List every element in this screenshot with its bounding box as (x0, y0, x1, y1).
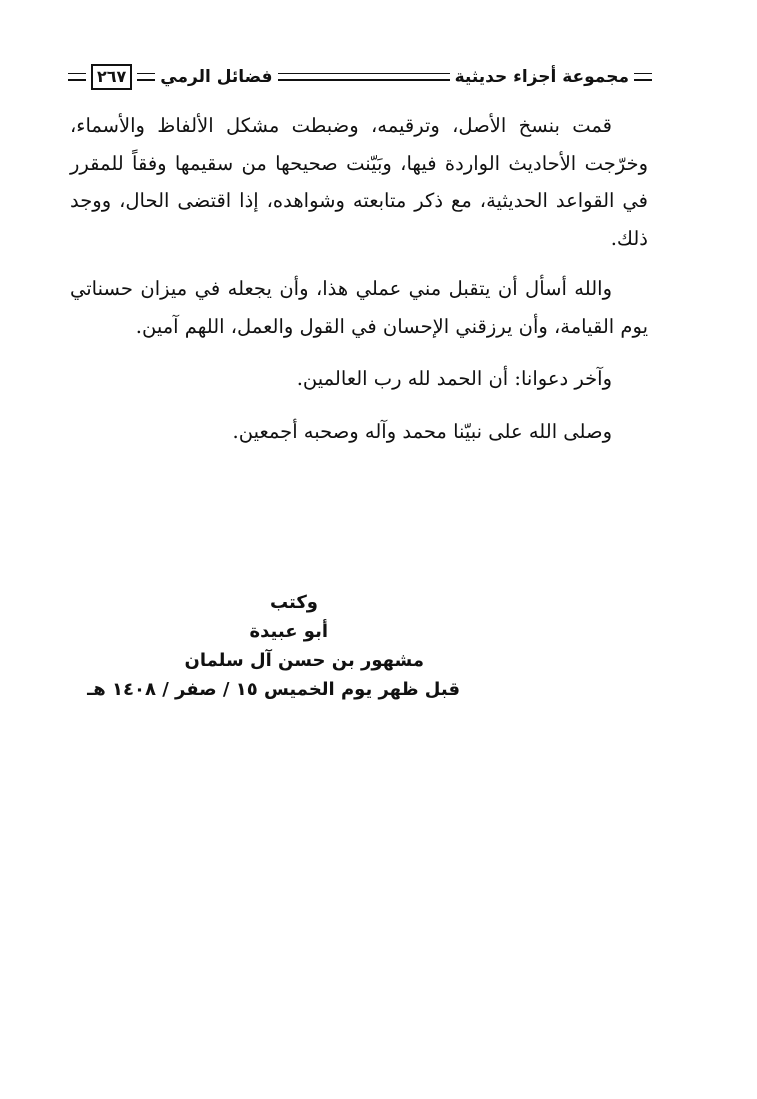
header-rule-middle (278, 73, 450, 81)
signature-author-name: مشهور بن حسن آل سلمان (184, 650, 424, 671)
signature-block (60, 588, 460, 704)
signature-kunya: أبو عبيدة (249, 621, 328, 642)
header-rule-left (68, 73, 86, 81)
signature-date: قبل ظهر يوم الخميس ١٥ / صفر / ١٤٠٨ هـ (87, 679, 460, 700)
running-header (68, 60, 652, 94)
closing-praise: وآخر دعوانا: أن الحمد لله رب العالمين. (296, 367, 612, 390)
closing-salutation: وصلى الله على نبيّنا محمد وآله وصحبه أجمعين. (232, 419, 612, 443)
section-title: فضائل الرمي (160, 67, 273, 87)
header-rule-right (634, 73, 652, 81)
collection-title: مجموعة أجزاء حديثية (454, 67, 629, 87)
page-number: ٢٦٧ (91, 64, 132, 90)
paragraph-supplication: والله أسأل أن يتقبل مني عملي هذا، وأن يجعله في ميزان حسناتي يوم القيامة، وأن يرزقني الإحسان في القول والعمل، اللهم آمين. (70, 277, 648, 338)
main-text (70, 107, 648, 450)
paragraph-editing-method: قمت بنسخ الأصل، وترقيمه، وضبطت مشكل الألفاظ والأسماء، وخرّجت الأحاديث الواردة فيها، وبَيّنت صحيحها من سقيمها وفقاً للمقرر في القواعد الحديثية، مع ذكر متابعته وشواهده، إذا اقتضى الحال، ووجد ذلك. (70, 114, 648, 250)
header-rule-left-inner (137, 73, 155, 81)
signature-wrote: وكتب (269, 592, 318, 613)
